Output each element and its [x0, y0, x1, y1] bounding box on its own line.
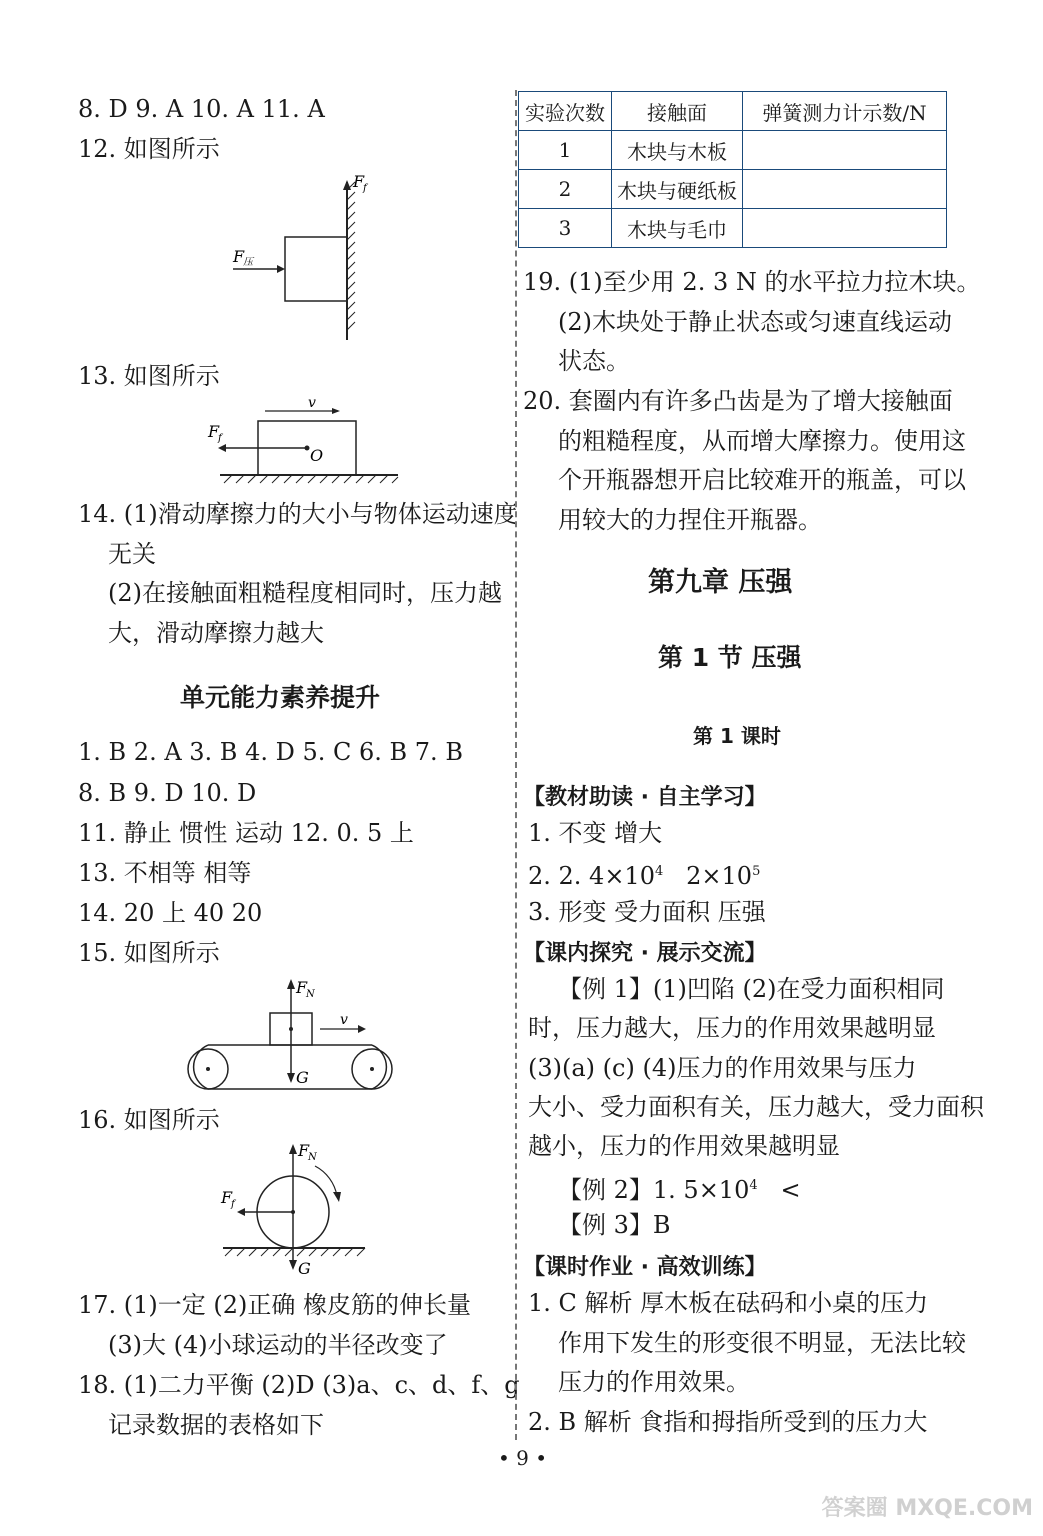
- example1-line4: 大小、受力面积有关，压力越大，受力面积: [528, 1093, 984, 1121]
- answer-20-line4: 用较大的力捏住开瓶器。: [558, 506, 822, 534]
- block-heading-3: 【课时作业 · 高效训练】: [523, 1255, 767, 1280]
- unit-answer-14: 14. 20 上 40 20: [78, 899, 263, 927]
- unit-answer-13: 13. 不相等 相等: [78, 859, 252, 887]
- column-divider: [515, 90, 517, 1440]
- f15-g-label: G: [296, 1068, 309, 1087]
- answer-20-line2: 的粗糙程度，从而增大摩擦力。使用这: [558, 427, 966, 455]
- table-cell: 木块与毛巾: [612, 209, 743, 248]
- f16-g-label: G: [298, 1259, 311, 1278]
- table-cell: 1: [519, 131, 612, 170]
- example1-line1: 【例 1】(1)凹陷 (2)在受力面积相同: [558, 975, 945, 1003]
- example1-line2: 时，压力越大，压力的作用效果越明显: [528, 1014, 936, 1042]
- f16-fn-sub: N: [308, 1152, 317, 1163]
- answer-13-label: 13. 如图所示: [78, 362, 220, 390]
- table-cell: [743, 131, 947, 170]
- example1-line5: 越小，压力的作用效果越明显: [528, 1132, 840, 1160]
- f13-o-label: O: [310, 446, 324, 465]
- lesson-title: 第 1 课时: [693, 724, 781, 748]
- table-cell: [743, 170, 947, 209]
- f13-v-label: v: [308, 395, 316, 411]
- example3-line: 【例 3】B: [558, 1211, 671, 1239]
- f16-ff-sub: f: [231, 1199, 235, 1210]
- unit-answer-18-line1: 18. (1)二力平衡 (2)D (3)a、c、d、f、g: [78, 1371, 520, 1399]
- answer-14-line3: (2)在接触面粗糙程度相同时，压力越: [108, 579, 502, 607]
- f12-fy-label: F: [233, 247, 245, 266]
- answer-19-line2: (2)木块处于静止状态或匀速直线运动: [558, 308, 952, 336]
- unit-answer-17-line1: 17. (1)一定 (2)正确 橡皮筋的伸长量: [78, 1291, 472, 1319]
- example2-line: [558, 1172, 801, 1204]
- table-cell: 木块与木板: [612, 131, 743, 170]
- answer-19-line3: 状态。: [558, 347, 630, 375]
- homework1-line1: 1. C 解析 厚木板在砝码和小桌的压力: [528, 1289, 929, 1317]
- answer-14-line1: 14. (1)滑动摩擦力的大小与物体运动速度: [78, 500, 518, 528]
- table-cell: [743, 209, 947, 248]
- table-row: [519, 209, 947, 248]
- homework1-line2: 作用下发生的形变很不明显，无法比较: [558, 1329, 966, 1357]
- table-row: [519, 131, 947, 170]
- block1-line3: 3. 形变 受力面积 压强: [528, 898, 766, 926]
- block1-line1: 1. 不变 增大: [528, 819, 663, 847]
- table-row: [519, 170, 947, 209]
- homework1-line3: 压力的作用效果。: [558, 1368, 750, 1396]
- watermark: 答案圈 MXQE.COM: [821, 1496, 1033, 1521]
- f12-ff-label: F: [353, 172, 365, 191]
- answer-14-line2: 无关: [108, 540, 156, 568]
- experiment-table: [518, 91, 947, 248]
- table-header-cell: 接触面: [612, 92, 743, 131]
- table-header-row: [519, 92, 947, 131]
- f15-fn-label: F: [296, 978, 308, 997]
- f16-fn-label: F: [298, 1141, 310, 1160]
- figure-13-diagram: [200, 395, 410, 485]
- page-number: • 9 •: [498, 1446, 548, 1470]
- f12-ff-sub: f: [363, 183, 367, 194]
- answer-12-label: 12. 如图所示: [78, 135, 220, 163]
- table-cell: 2: [519, 170, 612, 209]
- unit-title: 单元能力素养提升: [180, 683, 381, 712]
- example2-text: 【例 2】1. 5×10: [558, 1176, 750, 1204]
- example1-line3: (3)(a) (c) (4)压力的作用效果与压力: [528, 1054, 917, 1082]
- unit-answers-8-10: 8. B 9. D 10. D: [78, 779, 257, 807]
- example2-exp: 4: [749, 1178, 758, 1193]
- unit-answer-16-label: 16. 如图所示: [78, 1106, 220, 1134]
- block-heading-2: 【课内探究 · 展示交流】: [523, 941, 767, 966]
- block1-line2-exp1: 4: [654, 864, 664, 879]
- table-header-cell: 实验次数: [519, 92, 612, 131]
- block-heading-1: 【教材助读 · 自主学习】: [523, 785, 767, 810]
- block1-line2-exp2: 5: [752, 864, 761, 879]
- block1-line2-part2: 2×10: [686, 862, 753, 890]
- chapter-title: 第九章 压强: [648, 567, 793, 598]
- table-cell: 3: [519, 209, 612, 248]
- unit-answers-11-12: 11. 静止 惯性 运动 12. 0. 5 上: [78, 819, 414, 847]
- table-cell: 木块与硬纸板: [612, 170, 743, 209]
- answer-14-line4: 大，滑动摩擦力越大: [108, 619, 324, 647]
- figure-12-diagram: [225, 170, 375, 345]
- answer-19-line1: 19. (1)至少用 2. 3 N 的水平拉力拉木块。: [523, 268, 981, 296]
- unit-answer-15-label: 15. 如图所示: [78, 939, 220, 967]
- f16-ff-label: F: [221, 1188, 233, 1207]
- section-title: 第 1 节 压强: [658, 643, 802, 672]
- answer-line-8-11: 8. D 9. A 10. A 11. A: [78, 95, 325, 123]
- example2-symbol: <: [780, 1176, 801, 1204]
- f12-fy-sub: 压: [243, 257, 253, 268]
- block1-line2-part1: 2. 2. 4×10: [528, 862, 655, 890]
- table-header-cell: 弹簧测力计示数/N: [743, 92, 947, 131]
- figure-16-diagram: [215, 1140, 375, 1280]
- block1-line2: [528, 858, 760, 890]
- unit-answer-17-line2: (3)大 (4)小球运动的半径改变了: [108, 1331, 448, 1359]
- f13-ff-label: F: [208, 422, 220, 441]
- homework2-line1: 2. B 解析 食指和拇指所受到的压力大: [528, 1408, 928, 1436]
- unit-answer-18-line2: 记录数据的表格如下: [108, 1411, 324, 1439]
- f15-fn-sub: N: [306, 989, 315, 1000]
- f15-v-label: v: [340, 1012, 348, 1028]
- figure-15-diagram: [180, 975, 410, 1090]
- unit-answers-1-7: 1. B 2. A 3. B 4. D 5. C 6. B 7. B: [78, 738, 463, 766]
- answer-20-line3: 个开瓶器想开启比较难开的瓶盖，可以: [558, 466, 966, 494]
- answer-20-line1: 20. 套圈内有许多凸齿是为了增大接触面: [523, 387, 953, 415]
- f13-ff-sub: f: [218, 433, 222, 444]
